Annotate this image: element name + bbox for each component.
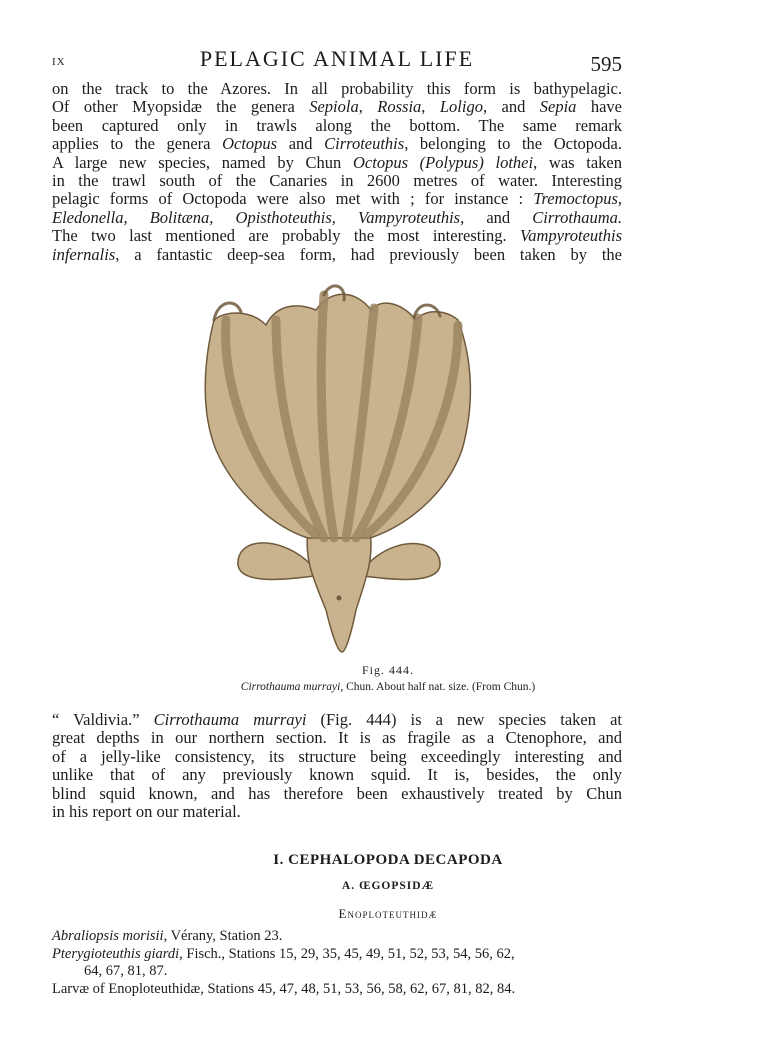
species-entry bbox=[52, 963, 622, 981]
species-list bbox=[52, 928, 622, 998]
text-run: on the track to the Azores. In all probability this form is bathypelagic. bbox=[52, 79, 622, 98]
italic-term: Tremoctopus, bbox=[533, 189, 622, 209]
species-entry bbox=[52, 928, 622, 946]
text-run: , bbox=[421, 97, 440, 117]
text-run: , Vérany, Station 23. bbox=[163, 928, 283, 944]
running-title: PELAGIC ANIMAL LIFE bbox=[199, 46, 475, 71]
family-heading: Enoploteuthidæ bbox=[338, 906, 438, 921]
text-line bbox=[52, 748, 622, 766]
text-run: been captured only in trawls along the bottom. The same remark bbox=[52, 115, 622, 135]
text-run: in his report on our material. bbox=[52, 802, 241, 822]
text-line bbox=[52, 766, 622, 784]
umbrella-web bbox=[205, 294, 470, 538]
caption-text: , Chun. About half nat. size. (From Chun.) bbox=[340, 681, 536, 693]
italic-term: Abraliopsis morisii bbox=[52, 928, 164, 944]
species-entry bbox=[52, 946, 622, 964]
text-run: , a fantastic deep-sea form, had previously been taken by the bbox=[115, 244, 622, 264]
text-run: A large new species, named by Chun bbox=[52, 152, 353, 172]
italic-term: infernalis bbox=[52, 244, 116, 264]
text-line bbox=[52, 246, 622, 264]
text-run: (Fig. 444) is a new species taken at bbox=[306, 710, 622, 729]
text-run: , was taken bbox=[533, 152, 622, 172]
italic-term: Octopus (Polypus) lothei bbox=[353, 152, 534, 172]
text-run: blind squid known, and has therefore been exhaustively treated by Chun bbox=[52, 783, 622, 803]
italic-term: Rossia bbox=[377, 97, 422, 117]
text-run: Larvæ of Enoploteuthidæ, Stations 45, 47, 48, 51, 53, 56, 58, 62, 67, 81, 82, 84. bbox=[52, 980, 516, 997]
text-run: Of other Myopsidæ the genera bbox=[52, 97, 310, 117]
squid-drawing bbox=[205, 286, 470, 652]
eye-spot bbox=[337, 596, 342, 601]
text-line bbox=[52, 785, 622, 803]
italic-term: Octopus bbox=[222, 134, 278, 154]
text-line bbox=[52, 154, 622, 172]
figure-number: Fig. 444. bbox=[361, 663, 414, 677]
italic-term: Cirrothauma. bbox=[532, 207, 622, 227]
text-run: and bbox=[277, 134, 325, 154]
text-line bbox=[52, 209, 622, 227]
subsection-heading: A. ŒGOPSIDÆ bbox=[341, 880, 435, 892]
text-line bbox=[52, 117, 622, 135]
text-run: “ Valdivia.” bbox=[52, 710, 154, 729]
text-line bbox=[52, 190, 622, 208]
page-number: 595 bbox=[590, 52, 622, 76]
text-line bbox=[52, 803, 622, 821]
text-run: in the trawl south of the Canaries in 2600 metres of water. Interesting bbox=[52, 171, 622, 191]
text-run: unlike that of any previously known squid. It is, besides, the only bbox=[52, 765, 622, 785]
text-run: , Fisch., Stations 15, 29, 35, 45, 49, 51, 52, 53, 54, 56, 62, bbox=[179, 945, 515, 962]
cirrothauma-illustration bbox=[196, 280, 478, 658]
italic-term: Loligo bbox=[439, 97, 483, 117]
figure-caption bbox=[0, 681, 776, 693]
chapter-number: IX bbox=[52, 56, 66, 68]
text-run: 64, 67, 81, 87. bbox=[84, 963, 168, 980]
species-entry bbox=[52, 981, 622, 999]
body bbox=[307, 530, 371, 652]
figure-cirrothauma bbox=[196, 280, 478, 658]
paragraph-azores bbox=[52, 80, 622, 264]
text-run: and bbox=[464, 207, 533, 227]
text-line bbox=[52, 729, 622, 747]
text-line bbox=[52, 98, 622, 116]
text-line bbox=[52, 172, 622, 190]
text-line bbox=[52, 135, 622, 153]
paragraph-valdivia bbox=[52, 711, 622, 821]
caption-species: Cirrothauma murrayi bbox=[240, 681, 341, 693]
italic-term: Pterygioteuthis giardi bbox=[52, 945, 180, 962]
italic-term: Cirrothauma murrayi bbox=[153, 710, 307, 729]
text-line bbox=[52, 711, 622, 729]
text-run: , belonging to the Octopoda. bbox=[404, 134, 622, 154]
italic-term: Sepia bbox=[539, 97, 577, 117]
text-run: great depths in our northern section. It is as fragile as a Ctenophore, and bbox=[52, 728, 622, 748]
text-run: , bbox=[358, 97, 378, 117]
section-heading: I. CEPHALOPODA DECAPODA bbox=[273, 852, 503, 868]
text-run: pelagic forms of Octopoda were also met with ; for instance : bbox=[52, 189, 534, 209]
text-run: have bbox=[576, 97, 622, 117]
italic-term: Eledonella, Bolitæna, Opisthoteuthis, Vampyroteuthis, bbox=[52, 207, 465, 227]
running-header bbox=[52, 46, 622, 76]
italic-term: Vampyroteuthis bbox=[519, 226, 622, 246]
text-run: , and bbox=[482, 97, 540, 117]
text-run: applies to the genera bbox=[52, 134, 223, 154]
text-run: The two last mentioned are probably the most interesting. bbox=[52, 226, 520, 246]
italic-term: Cirroteuthis bbox=[324, 134, 405, 154]
text-line bbox=[52, 227, 622, 245]
text-line bbox=[52, 80, 622, 98]
italic-term: Sepiola bbox=[309, 97, 359, 117]
text-run: of a jelly-like consistency, its structure being exceedingly interesting and bbox=[52, 746, 622, 766]
